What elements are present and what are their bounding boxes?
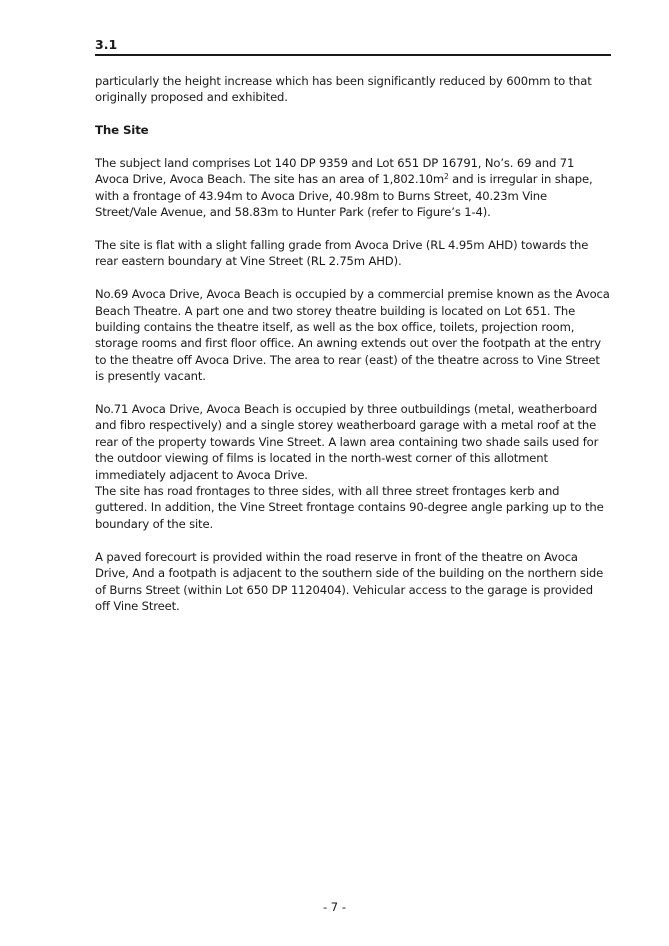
site-paragraph-6: A paved forecourt is provided within the road reserve in front of the theatre on Avoca Drive, And a footpath is adjacent to the southern side of the building on the northern side of Burns Street (within Lot 650 DP 1120404). Vehicular access to the garage is provided off Vine Street. <box>95 549 604 613</box>
document-body <box>95 73 611 631</box>
site-paragraph-1-text-a: The subject land comprises Lot 140 DP 9359 and Lot 651 DP 16791, No’s. 69 and 71 Avoca Drive, Avoca Beach. The site has an area of 1,802.10m <box>95 156 575 187</box>
site-paragraph-4: No.71 Avoca Drive, Avoca Beach is occupied by three outbuildings (metal, weatherboard and fibro respectively) and a single storey weatherboard garage with a metal roof at the rear of the property towards Vine Street. A lawn area containing two shade sails used for the outdoor viewing of films is located in the north-west corner of this allotment immediately adjacent to Avoca Drive. <box>95 402 599 482</box>
site-paragraph-1 <box>95 155 611 221</box>
section-header <box>95 36 611 56</box>
intro-paragraph: particularly the height increase which has been significantly reduced by 600mm to that originally proposed and exhibited. <box>95 74 592 105</box>
section-number: 3.1 <box>95 37 118 52</box>
site-paragraph-5: The site has road frontages to three sides, with all three street frontages kerb and guttered. In addition, the Vine Street frontage contains 90-degree angle parking up to the boundary of the site. <box>95 484 604 531</box>
superscript-squared: 2 <box>443 172 449 182</box>
site-paragraph-1-text-b: and is irregular in shape, with a frontage of 43.94m to Avoca Drive, 40.98m to Burns Street, 40.23m Vine Street/Vale Avenue, and 58.83m to Hunter Park (refer to Figure’s 1-4). <box>95 172 593 220</box>
page-number: - 7 - <box>322 900 347 914</box>
site-paragraph-3: No.69 Avoca Drive, Avoca Beach is occupied by a commercial premise known as the Avoca Beach Theatre. A part one and two storey theatre building is located on Lot 651. The building contains the theatre itself, as well as the box office, toilets, projection room, storage rooms and first floor office. An awning extends out over the footpath at the entry to the theatre off Avoca Drive. The area to rear (east) of the theatre across to Vine Street is presently vacant. <box>95 287 610 384</box>
site-paragraph-2: The site is flat with a slight falling grade from Avoca Drive (RL 4.95m AHD) towards the rear eastern boundary at Vine Street (RL 2.75m AHD). <box>95 238 589 269</box>
site-heading: The Site <box>95 123 149 138</box>
